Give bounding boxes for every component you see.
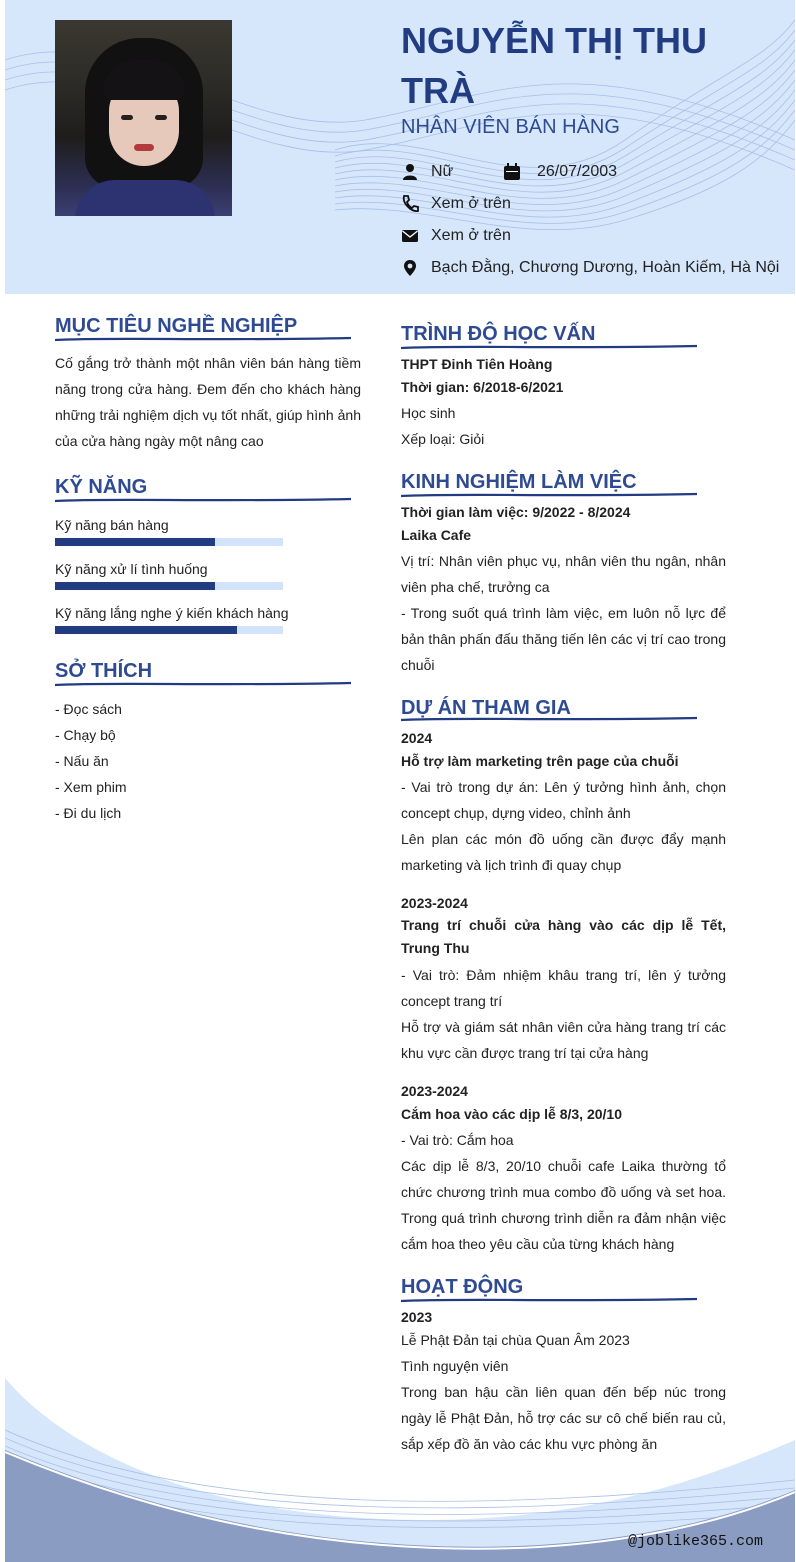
skill-label: Kỹ năng xử lí tình huống [55,561,208,577]
skill-bar-fill [55,626,237,634]
phone-value: Xem ở trên [431,195,511,212]
project-role: - Vai trò trong dự án: Lên ý tưởng hình ảnh, chọn concept chụp, dựng video, chỉnh ảnh [401,779,726,821]
skills-heading: KỸ NĂNG [55,476,148,498]
skills-underline [55,497,351,503]
activity-event: Lễ Phật Đản tại chùa Quan Âm 2023 [401,1332,630,1348]
project-description: Hỗ trợ và giám sát nhân viên cửa hàng trang trí các khu vực cần được trang trí tại cửa hàng [401,1019,726,1061]
hobby-item: - Đi du lịch [55,805,122,821]
skill-bar [55,626,283,634]
objective-heading: MỤC TIÊU NGHỀ NGHIỆP [55,315,298,337]
project-name: Trang trí chuỗi cửa hàng vào các dịp lễ Tết, Trung Thu [401,917,726,956]
cv-page [5,0,795,1562]
hobbies-underline [55,681,351,687]
birthday-value: 26/07/2003 [537,163,618,180]
project-name: Hỗ trợ làm marketing trên page của chuỗi [401,753,679,769]
email-value: Xem ở trên [431,227,511,244]
objective-text: Cố gắng trở thành một nhân viên bán hàng tiềm năng trong cửa hàng. Đem đến cho khách hàng những trải nghiệm dịch vụ tốt nhất, giúp hình ảnh của cửa hàng ngày một nâng cao [55,355,361,449]
person-icon [401,163,419,181]
project-year: 2023-2024 [401,1083,468,1099]
project-name: Cắm hoa vào các dịp lễ 8/3, 20/10 [401,1106,622,1122]
calendar-icon [503,163,521,181]
birthday-row [503,162,703,182]
experience-underline [401,492,697,498]
envelope-icon [401,227,419,245]
projects-underline [401,716,697,722]
address-value: Bạch Đằng, Chương Dương, Hoàn Kiếm, Hà Nội [431,259,780,276]
email-row [401,226,701,246]
phone-icon [401,195,419,213]
activities-underline [401,1297,697,1303]
education-period: Thời gian: 6/2018-6/2021 [401,379,564,395]
profile-photo [55,20,232,216]
gender-value: Nữ [431,163,454,180]
experience-description: - Trong suốt quá trình làm việc, em luôn nỗ lực để bản thân phấn đấu thăng tiến lên các vị trí cao trong chuỗi [401,605,726,673]
objective-underline [55,336,351,342]
project-description: Lên plan các món đồ uống cần được đẩy mạnh marketing và lịch trình đi quay chụp [401,831,726,873]
project-role: - Vai trò: Đảm nhiệm khâu trang trí, lên ý tưởng concept trang trí [401,967,726,1009]
education-underline [401,344,697,350]
skill-bar [55,582,283,590]
hobby-item: - Nấu ăn [55,753,109,769]
address-row [401,258,781,278]
skill-bar [55,538,283,546]
hobby-item: - Đọc sách [55,701,122,717]
skill-bar-fill [55,582,215,590]
hobbies-heading: SỞ THÍCH [55,660,153,682]
skill-label: Kỹ năng lắng nghe ý kiến khách hàng [55,605,289,621]
education-major: Học sinh [401,405,456,421]
candidate-name: NGUYỄN THỊ THU TRÀ [401,20,707,111]
projects-heading: DỰ ÁN THAM GIA [401,697,571,719]
activity-description: Trong ban hậu cần liên quan đến bếp núc trong ngày lễ Phật Đản, hỗ trợ các sư cô chế biến rau củ, sắp xếp đồ ăn vào các khu vực phòng ăn [401,1384,726,1452]
experience-company: Laika Cafe [401,527,472,543]
experience-position: Vị trí: Nhân viên phục vụ, nhân viên thu ngân, nhân viên pha chế, trưởng ca [401,553,726,595]
project-role: - Vai trò: Cắm hoa [401,1132,514,1148]
phone-row [401,194,701,214]
skill-bar-fill [55,538,215,546]
location-pin-icon [401,259,419,277]
activities-heading: HOẠT ĐỘNG [401,1276,524,1298]
education-grade: Xếp loại: Giỏi [401,431,485,447]
education-school: THPT Đinh Tiên Hoàng [401,356,553,372]
project-year: 2024 [401,730,433,746]
job-title: NHÂN VIÊN BÁN HÀNG [401,116,620,138]
hobby-item: - Xem phim [55,779,127,795]
experience-heading: KINH NGHIỆM LÀM VIỆC [401,471,637,493]
hobby-item: - Chạy bộ [55,727,116,743]
skill-label: Kỹ năng bán hàng [55,517,169,533]
experience-period: Thời gian làm việc: 9/2022 - 8/2024 [401,504,631,520]
education-heading: TRÌNH ĐỘ HỌC VẤN [401,323,596,345]
watermark-text: @joblike365.com [627,1533,763,1550]
cv-header [5,0,795,294]
activity-role: Tình nguyện viên [401,1358,509,1374]
project-description: Các dịp lễ 8/3, 20/10 chuỗi cafe Laika thường tổ chức chương trình mua combo đồ uống và set hoa. Trong quá trình chương trình diễn ra đảm nhận việc cắm hoa theo yêu cầu của từng khách hàng [401,1158,726,1252]
activity-year: 2023 [401,1309,433,1325]
project-year: 2023-2024 [401,895,468,911]
